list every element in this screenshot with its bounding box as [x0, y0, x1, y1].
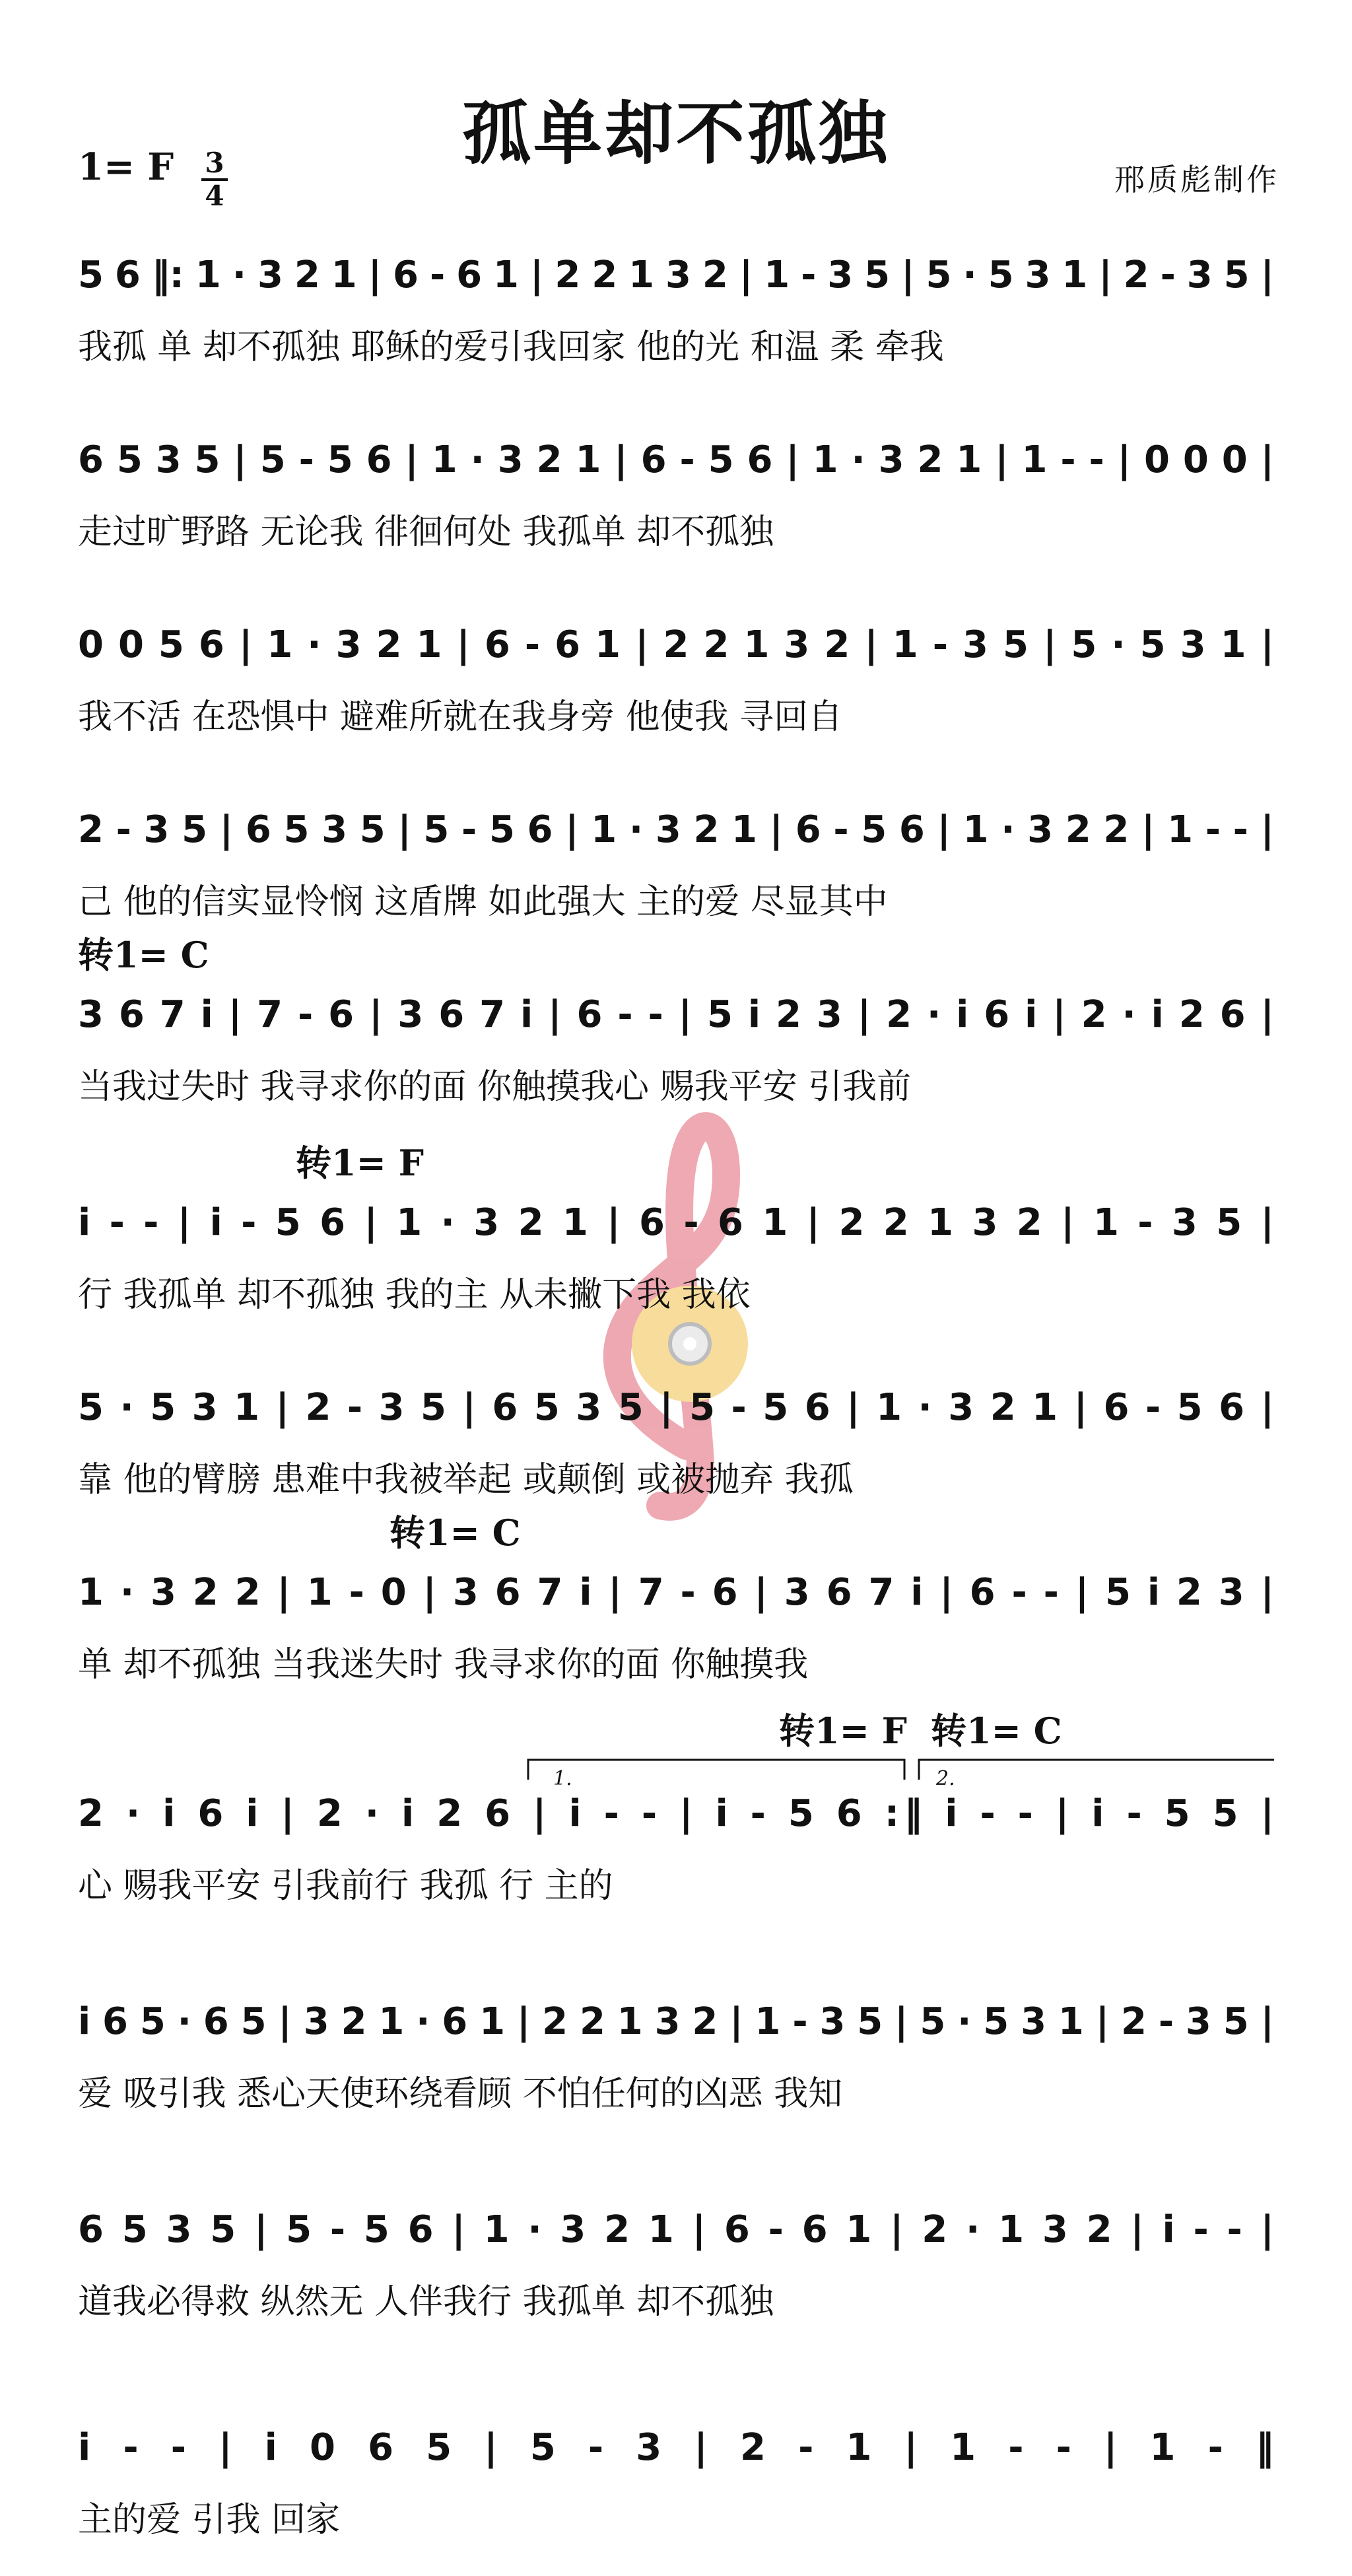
music-system	[78, 438, 1274, 552]
lyrics-line: 己 他的信实显怜悯 这盾牌 如此强大 主的爱 尽显其中	[78, 882, 888, 922]
lyrics-line: 我不活 在恐惧中 避难所就在我身旁 他使我 寻回自	[78, 697, 843, 737]
notes-line: 2 · i 6 i | 2 · i 2 6 | i - - | i - 5 6 :‖ i - - | i - 5 5 |	[78, 1792, 1274, 1835]
volta-bracket-2	[919, 1760, 1274, 1780]
key-change-label: 转1= F	[296, 1142, 424, 1184]
music-system	[78, 1512, 1274, 1685]
meter-top: 3	[205, 147, 224, 179]
notes-line: 3 6 7 i | 7 - 6 | 3 6 7 i | 6 - - | 5 i 2 3 | 2 · i 6 i | 2 · i 2 6 |	[78, 993, 1274, 1036]
lyrics-line: 爱 吸引我 悉心天使环绕看顾 不怕任何的凶恶 我知	[78, 2074, 843, 2114]
song-title: 孤单却不孤独	[461, 93, 890, 174]
lyrics-line: 当我过失时 我寻求你的面 你触摸我心 赐我平安 引我前	[78, 1067, 912, 1107]
author-credit: 邢质彪制作	[1114, 162, 1279, 197]
lyrics-line: 道我必得救 纵然无 人伴我行 我孤单 却不孤独	[78, 2282, 774, 2322]
notes-line: 0 0 5 6 | 1 · 3 2 1 | 6 - 6 1 | 2 2 1 3 2 | 1 - 3 5 | 5 · 5 3 1 |	[78, 623, 1274, 666]
key-change-label: 转1= C	[389, 1512, 521, 1554]
music-system	[78, 2000, 1274, 2114]
lyrics-line: 行 我孤单 却不孤独 我的主 从未撇下我 我依	[78, 1275, 751, 1315]
notes-line: i - - | i - 5 6 | 1 · 3 2 1 | 6 - 6 1 | 2 2 1 3 2 | 1 - 3 5 |	[78, 1201, 1274, 1244]
key-signature: 1= F	[78, 145, 174, 189]
lyrics-line: 我孤 单 却不孤独 耶稣的爱引我回家 他的光 和温 柔 牵我	[78, 328, 944, 367]
volta-number-2: 2.	[936, 1767, 955, 1790]
notes-line: 1 · 3 2 2 | 1 - 0 | 3 6 7 i | 7 - 6 | 3 6 7 i | 6 - - | 5 i 2 3 |	[78, 1571, 1274, 1614]
key-change-label: 转1= C	[931, 1710, 1062, 1752]
notes-line: i 6 5 · 6 5 | 3 2 1 · 6 1 | 2 2 1 3 2 | 1 - 3 5 | 5 · 5 3 1 | 2 - 3 5 |	[78, 2000, 1274, 2043]
lyrics-line: 靠 他的臂膀 患难中我被举起 或颠倒 或被抛弃 我孤	[78, 1460, 854, 1500]
music-system	[78, 808, 1274, 922]
music-system	[78, 2426, 1274, 2540]
notes-line: 5 · 5 3 1 | 2 - 3 5 | 6 5 3 5 | 5 - 5 6 | 1 · 3 2 1 | 6 - 5 6 |	[78, 1386, 1274, 1429]
lyrics-line: 走过旷野路 无论我 徘徊何处 我孤单 却不孤独	[78, 512, 774, 552]
key-change-label: 转1= C	[78, 934, 209, 976]
volta-number-1: 1.	[553, 1767, 572, 1790]
treble-clef-watermark-icon	[617, 1126, 748, 1507]
notes-line: 5 6 ‖: 1 · 3 2 1 | 6 - 6 1 | 2 2 1 3 2 | 1 - 3 5 | 5 · 5 3 1 | 2 - 3 5 |	[78, 254, 1274, 296]
music-system	[78, 2208, 1274, 2322]
volta-bracket-1	[528, 1760, 904, 1780]
lyrics-line: 单 却不孤独 当我迷失时 我寻求你的面 你触摸我	[78, 1645, 809, 1685]
notes-line: 6 5 3 5 | 5 - 5 6 | 1 · 3 2 1 | 6 - 6 1 | 2 · 1 3 2 | i - - |	[78, 2208, 1274, 2251]
music-system	[78, 254, 1274, 367]
notes-line: i - - | i 0 6 5 | 5 - 3 | 2 - 1 | 1 - - | 1 - ‖	[78, 2426, 1274, 2469]
lyrics-line: 主的爱 引我 回家	[78, 2500, 341, 2540]
music-system	[78, 1710, 1274, 1906]
meter-bottom: 4	[205, 180, 224, 212]
music-system	[78, 934, 1274, 1107]
music-system	[78, 623, 1274, 737]
notes-line: 6 5 3 5 | 5 - 5 6 | 1 · 3 2 1 | 6 - 5 6 | 1 · 3 2 1 | 1 - - | 0 0 0 |	[78, 438, 1274, 481]
lyrics-line: 心 赐我平安 引我前行 我孤 行 主的	[78, 1866, 613, 1906]
music-systems	[78, 254, 1274, 2540]
notes-line: 2 - 3 5 | 6 5 3 5 | 5 - 5 6 | 1 · 3 2 1 | 6 - 5 6 | 1 · 3 2 2 | 1 - - |	[78, 808, 1274, 851]
key-change-label: 转1= F	[779, 1710, 907, 1752]
